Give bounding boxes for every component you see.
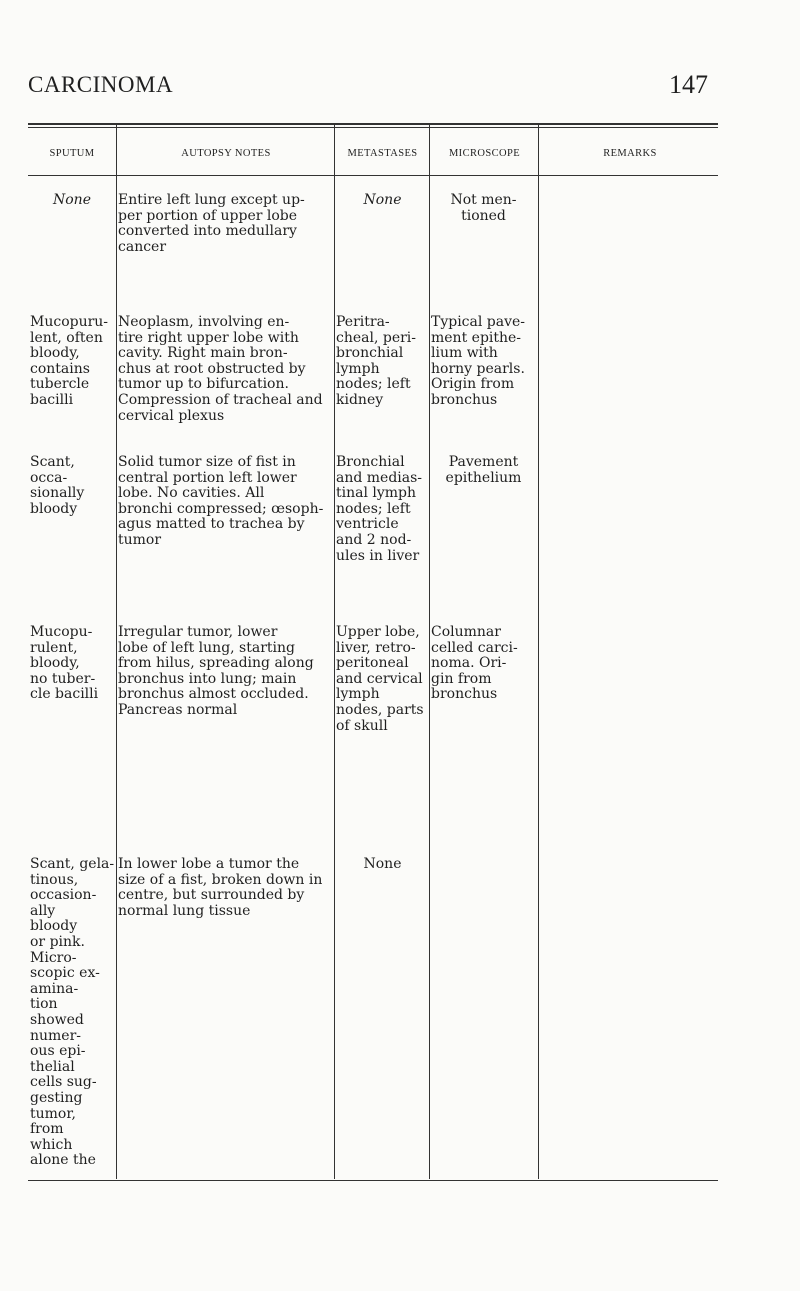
column-divider — [429, 124, 430, 1179]
column-header-microscope: MICROSCOPE — [448, 148, 521, 159]
page-header — [28, 66, 708, 110]
metastases-cell: Upper lobe, liver, retro- peritoneal and cervical lymph nodes, parts of skull — [336, 624, 424, 734]
header-rule — [28, 175, 718, 176]
autopsy-cell: Neoplasm, involving en- tire right upper lobe with cavity. Right main bron- chus at root obstructed by tumor up to bifurcation. Compression of tracheal and cervical plexus — [118, 314, 323, 424]
sputum-cell: Mucopu- rulent, bloody, no tuber- cle bacilli — [30, 624, 99, 703]
sputum-cell: Scant, occa- sionally bloody — [30, 454, 85, 517]
column-divider — [334, 124, 335, 1179]
column-header-sputum: SPUTUM — [49, 148, 95, 159]
autopsy-cell: Solid tumor size of fist in central portion left lower lobe. No cavities. All bronchi compressed; œsoph- agus matted to trachea by tumor — [118, 454, 324, 548]
sputum-cell: None — [53, 192, 91, 208]
bottom-rule — [28, 1180, 718, 1181]
autopsy-cell: Irregular tumor, lower lobe of left lung, starting from hilus, spreading along bronchus into lung; main bronchus almost occluded. Pancreas normal — [118, 624, 314, 718]
sputum-cell: Mucopuru- lent, often bloody, contains tubercle bacilli — [30, 314, 109, 408]
metastases-cell: None — [363, 856, 402, 872]
sputum-cell: Scant, gela- tinous, occasion- ally bloody or pink. Micro- scopic ex- amina- tion showed numer- ous epi- thelial cells sug- gesting tumor, from which alone the — [30, 856, 115, 1169]
top-rule-thin — [28, 127, 718, 128]
autopsy-cell: In lower lobe a tumor the size of a fist, broken down in centre, but surrounded by normal lung tissue — [118, 856, 323, 919]
microscope-cell: Columnar celled carci- noma. Ori- gin from bronchus — [431, 624, 518, 703]
column-header-metastases: METASTASES — [347, 148, 418, 159]
page-number: 147 — [669, 70, 708, 99]
metastases-cell: None — [363, 192, 402, 208]
microscope-cell: Typical pave- ment epithe- lium with horny pearls. Origin from bronchus — [431, 314, 526, 408]
column-header-remarks: REMARKS — [603, 148, 657, 159]
metastases-cell: Bronchial and medias- tinal lymph nodes; left ventricle and 2 nod- ules in liver — [336, 454, 423, 564]
top-rule-thick — [28, 123, 718, 125]
metastases-cell: Peritra- cheal, peri- bronchial lymph nodes; left kidney — [336, 314, 417, 408]
autopsy-cell: Entire left lung except up- per portion of upper lobe converted into medullary cancer — [118, 192, 305, 255]
column-divider — [538, 124, 539, 1179]
column-divider — [116, 124, 117, 1179]
running-head: CARCINOMA — [28, 72, 174, 97]
column-header-autopsy-notes: AUTOPSY NOTES — [181, 148, 271, 159]
microscope-cell: Pavement epithelium — [445, 454, 522, 486]
microscope-cell: Not men- tioned — [450, 192, 517, 224]
